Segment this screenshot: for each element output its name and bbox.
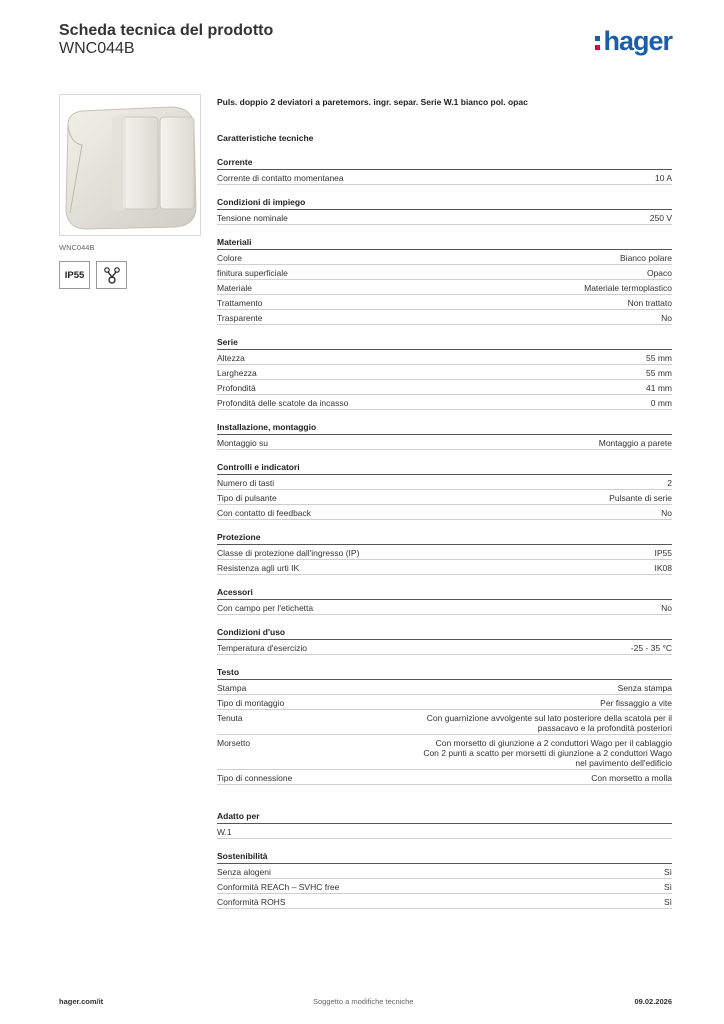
spec-group-title: Installazione, montaggio <box>217 422 672 435</box>
spec-label: Morsetto <box>217 737 251 748</box>
spec-label: Con campo per l'etichetta <box>217 602 314 613</box>
product-image <box>59 94 201 236</box>
spec-value: Con morsetto di giunzione a 2 conduttori Wago per il cablaggio Con 2 punti a scatto per morsetti di giunzione a 2 conduttori Wago nel pavimento dell'edificio <box>423 737 672 768</box>
spec-label: Tipo di montaggio <box>217 697 285 708</box>
spec-group <box>217 532 672 575</box>
spec-group-title: Sostenibilità <box>217 851 672 864</box>
terminal-icon <box>102 265 122 285</box>
product-image-caption: WNC044B <box>59 243 95 252</box>
spec-value: Con guarnizione avvolgente sul lato posteriore della scatola per il passacavo e la profondità posteriori <box>426 712 672 733</box>
spec-group-title: Condizioni d'uso <box>217 627 672 640</box>
spec-label: Tipo di connessione <box>217 772 293 783</box>
spec-value: -25 - 35 °C <box>630 642 672 653</box>
spec-label: Corrente di contatto momentanea <box>217 172 344 183</box>
terminal-badge <box>96 261 127 289</box>
spec-value: Senza stampa <box>617 682 672 693</box>
spec-group-title: Testo <box>217 667 672 680</box>
spec-label: Classe di protezione dall'ingresso (IP) <box>217 547 360 558</box>
spec-row <box>217 640 672 655</box>
spec-value: Pulsante di serie <box>609 492 672 503</box>
spec-group-title: Acessori <box>217 587 672 600</box>
spec-label: Profondità <box>217 382 256 393</box>
spec-row <box>217 879 672 894</box>
spec-label: Temperatura d'esercizio <box>217 642 307 653</box>
spec-label: Trattamento <box>217 297 263 308</box>
technical-specs <box>217 97 672 909</box>
spec-value: No <box>661 507 672 518</box>
spec-group-title: Adatto per <box>217 811 672 824</box>
spec-value: Montaggio a parete <box>598 437 672 448</box>
spec-group <box>217 197 672 225</box>
spec-value: Opaco <box>646 267 672 278</box>
product-code: WNC044B <box>59 40 135 57</box>
spec-label: Montaggio su <box>217 437 269 448</box>
spec-row <box>217 265 672 280</box>
spec-label: Stampa <box>217 682 247 693</box>
spec-label: Conformità ROHS <box>217 896 286 907</box>
spec-value: Materiale termoplastico <box>584 282 672 293</box>
spec-label: Profondità delle scatole da incasso <box>217 397 349 408</box>
spec-row <box>217 490 672 505</box>
spec-label: Con contatto di feedback <box>217 507 312 518</box>
spec-value: 55 mm <box>646 352 672 363</box>
spec-row <box>217 505 672 520</box>
footer-notice: Soggetto a modifiche tecniche <box>313 997 414 1006</box>
spec-group <box>217 422 672 450</box>
section-title: Caratteristiche tecniche <box>217 133 314 143</box>
spec-row <box>217 560 672 575</box>
spec-group <box>217 237 672 325</box>
spec-row <box>217 395 672 410</box>
spec-group-title: Materiali <box>217 237 672 250</box>
product-description: Puls. doppio 2 deviatori a paretemors. ingr. separ. Serie W.1 bianco pol. opac <box>217 97 528 107</box>
spec-row <box>217 435 672 450</box>
spec-group <box>217 627 672 655</box>
spec-label: Conformità REACh – SVHC free <box>217 881 340 892</box>
spec-group <box>217 667 672 785</box>
spec-row <box>217 170 672 185</box>
spec-value: Sì <box>663 896 672 907</box>
spec-label: finitura superficiale <box>217 267 288 278</box>
spec-row <box>217 365 672 380</box>
spec-label: Tensione nominale <box>217 212 288 223</box>
spec-label: Tenuta <box>217 712 243 723</box>
spec-groups <box>217 157 672 909</box>
spec-row <box>217 894 672 909</box>
spec-group <box>217 811 672 839</box>
spec-group-title: Controlli e indicatori <box>217 462 672 475</box>
spec-row <box>217 680 672 695</box>
spec-label: Altezza <box>217 352 245 363</box>
spec-row <box>217 545 672 560</box>
spec-value: 250 V <box>649 212 672 223</box>
spec-group-title: Protezione <box>217 532 672 545</box>
spec-value: Sì <box>663 881 672 892</box>
spec-label: Numero di tasti <box>217 477 275 488</box>
spec-row <box>217 600 672 615</box>
spec-value: 10 A <box>654 172 672 183</box>
spec-row <box>217 350 672 365</box>
spec-value: Con morsetto a molla <box>591 772 672 783</box>
spec-row <box>217 770 672 785</box>
spec-value: No <box>661 312 672 323</box>
spec-group-title: Serie <box>217 337 672 350</box>
spec-row <box>217 864 672 879</box>
spec-value: 2 <box>667 477 672 488</box>
spec-group <box>217 851 672 909</box>
spec-label: W.1 <box>217 826 232 837</box>
spec-group-title: Corrente <box>217 157 672 170</box>
ip55-badge: IP55 <box>59 261 90 289</box>
spec-value: 0 mm <box>650 397 672 408</box>
spec-value: IP55 <box>654 547 672 558</box>
spec-value: Per fissaggio a vite <box>600 697 672 708</box>
spec-value: 41 mm <box>646 382 672 393</box>
spec-row <box>217 210 672 225</box>
page-header <box>59 22 273 58</box>
wall-switch-double-rocker-icon <box>60 95 200 235</box>
footer-date: 09.02.2026 <box>634 997 672 1006</box>
spec-label: Resistenza agli urti IK <box>217 562 300 573</box>
spec-group <box>217 462 672 520</box>
spec-label: Colore <box>217 252 243 263</box>
spec-group <box>217 337 672 410</box>
page-title: Scheda tecnica del prodotto <box>59 22 274 39</box>
spec-row <box>217 475 672 490</box>
logo-dots-icon <box>595 32 601 52</box>
spec-value: Bianco polare <box>620 252 672 263</box>
spec-row <box>217 310 672 325</box>
spec-value: Sì <box>663 866 672 877</box>
spec-label: Larghezza <box>217 367 257 378</box>
spec-group <box>217 587 672 615</box>
spec-group-title: Condizioni di impiego <box>217 197 672 210</box>
logo-text: hager <box>603 26 672 56</box>
spec-row <box>217 710 672 735</box>
spec-label: Materiale <box>217 282 252 293</box>
spec-value: IK08 <box>654 562 672 573</box>
spec-value: No <box>661 602 672 613</box>
spec-row <box>217 380 672 395</box>
spec-row <box>217 735 672 770</box>
spec-label: Tipo di pulsante <box>217 492 277 503</box>
footer-website[interactable]: hager.com/it <box>59 997 104 1006</box>
spec-label: Trasparente <box>217 312 263 323</box>
spec-group <box>217 157 672 185</box>
spec-row <box>217 250 672 265</box>
spec-label: Senza alogeni <box>217 866 271 877</box>
spec-value: 55 mm <box>646 367 672 378</box>
spec-row <box>217 695 672 710</box>
spec-row <box>217 824 672 839</box>
hager-logo <box>595 26 672 57</box>
spec-row <box>217 280 672 295</box>
spec-row <box>217 295 672 310</box>
spec-value: Non trattato <box>627 297 672 308</box>
